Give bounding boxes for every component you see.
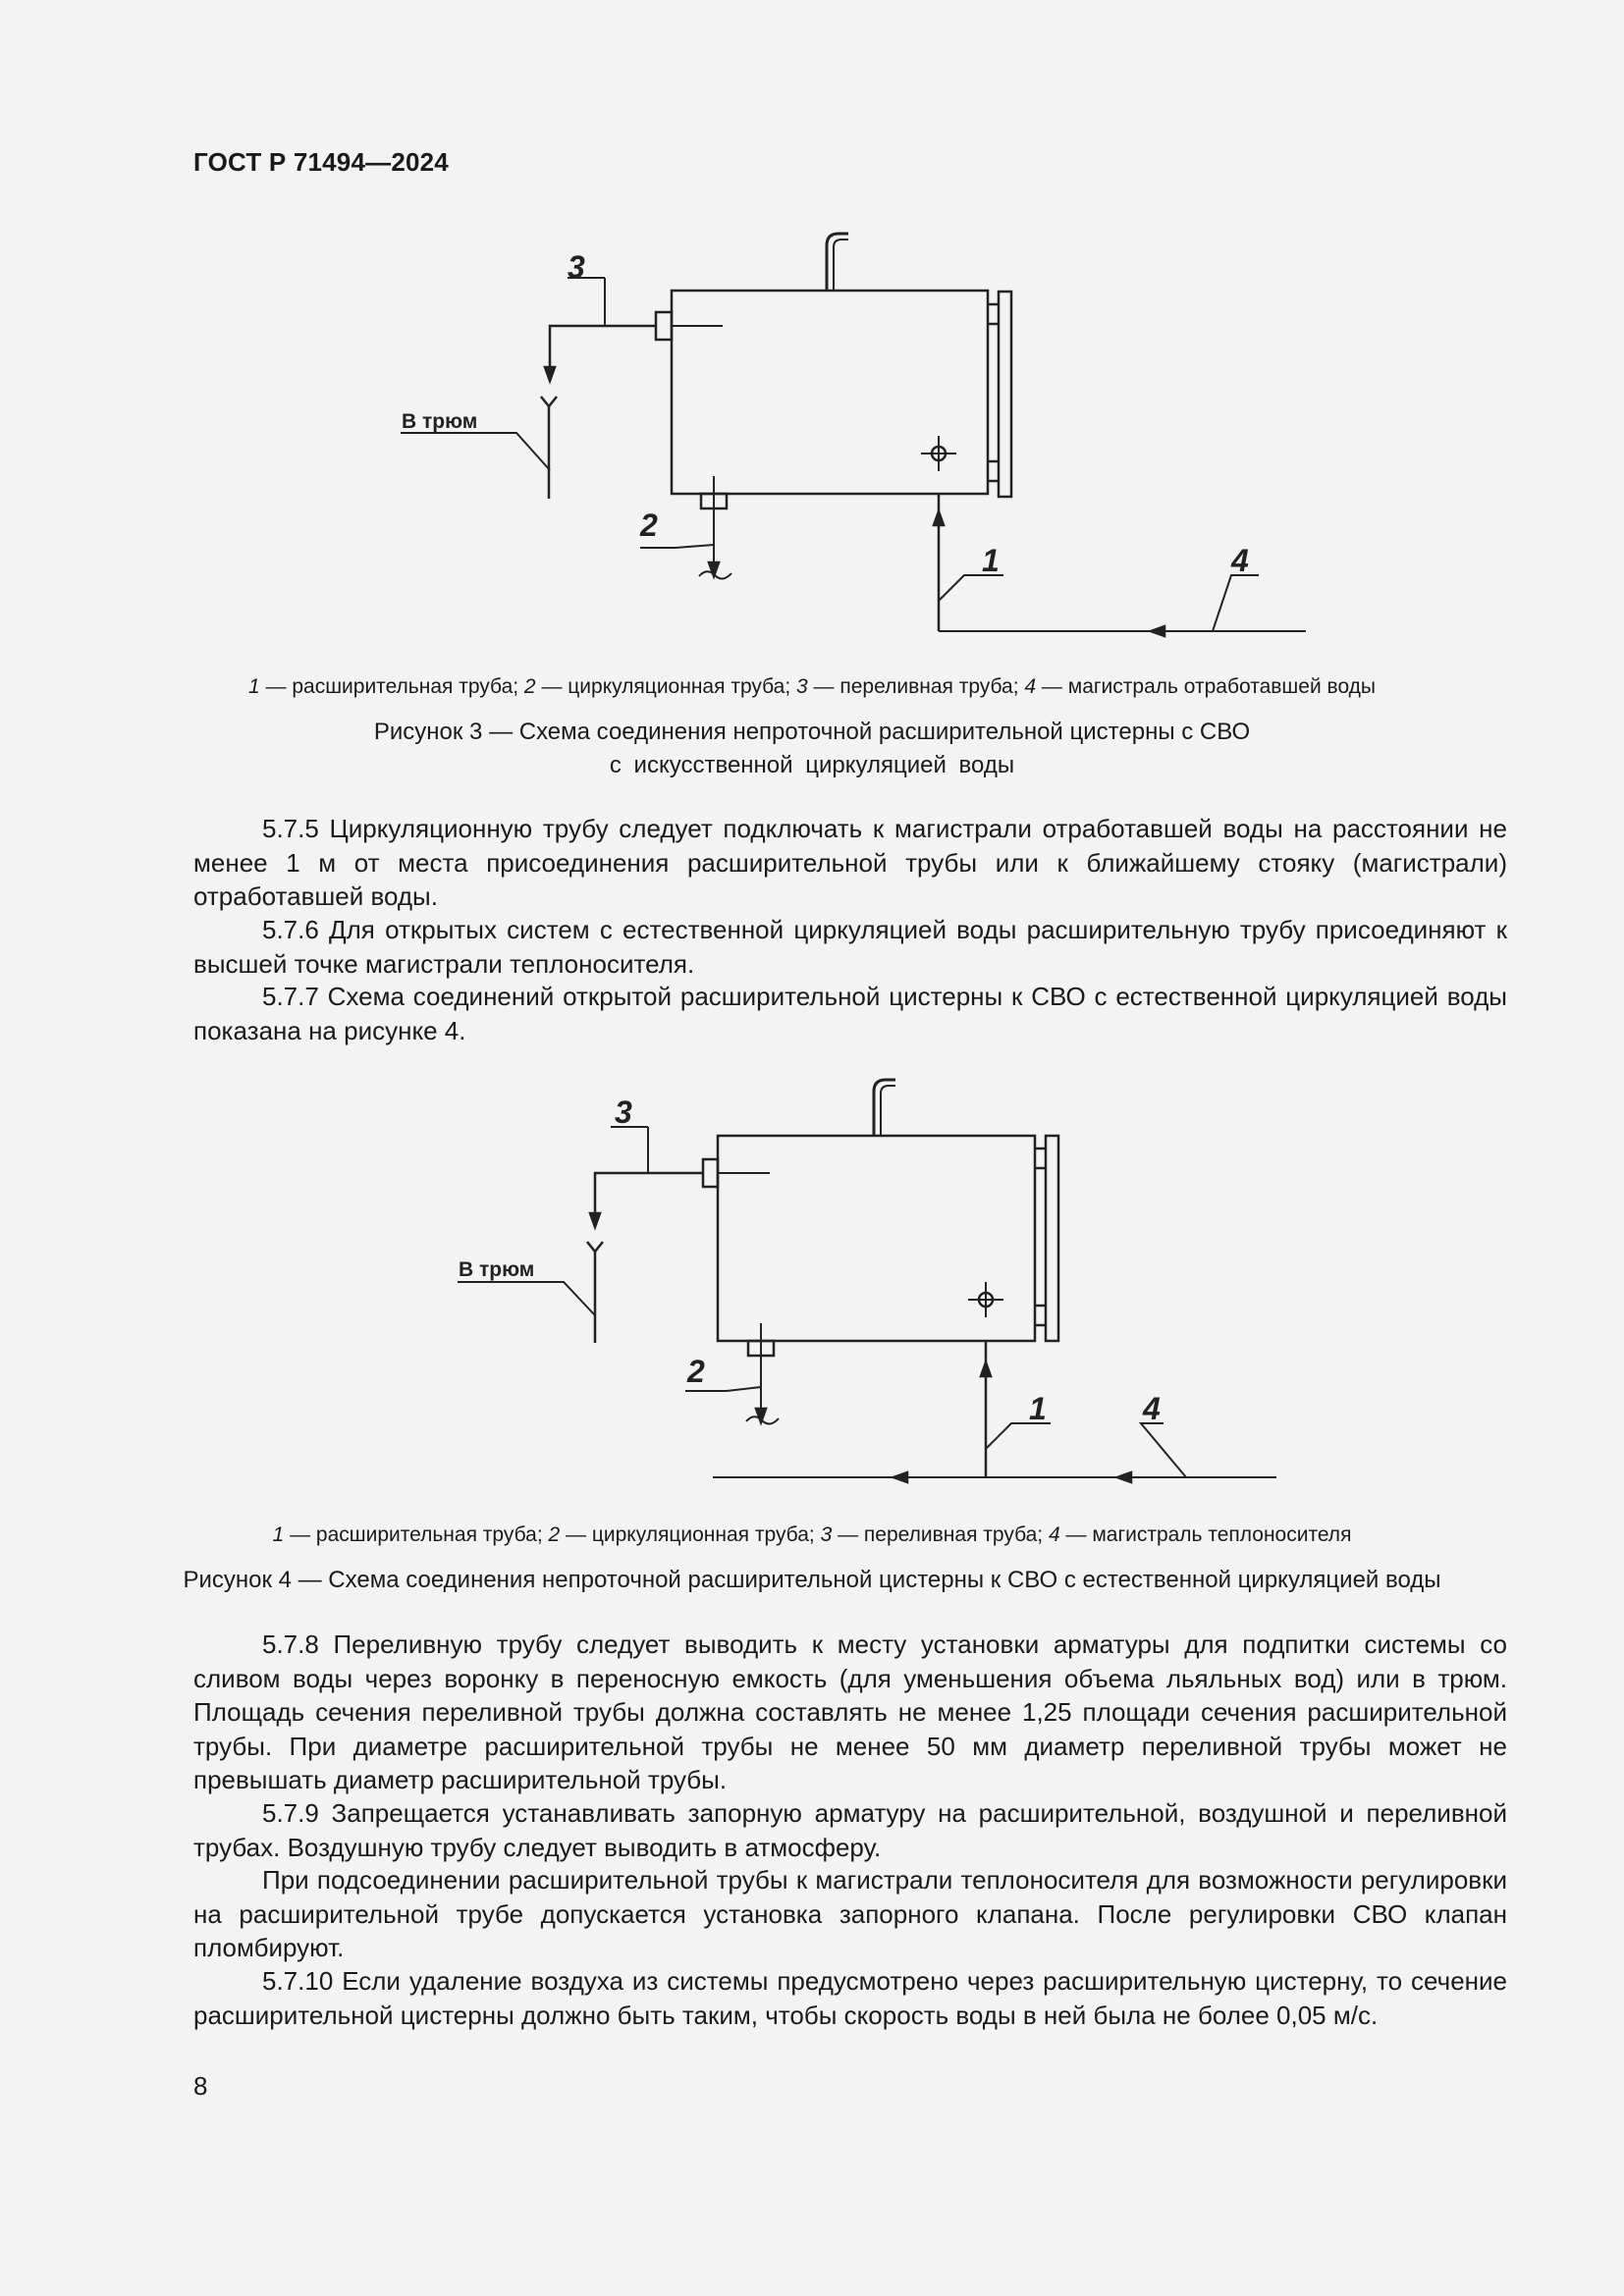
- overflow-stub: [656, 312, 672, 340]
- figure-4-diagram: [0, 1070, 1624, 1512]
- paragraph-5-7-10: 5.7.10 Если удаление воздуха из системы предусмотрено через расширительную цистерну, то сечение расширительной цистерны должно быть таким, чтобы скорость воды в ней была не более 0,05 м/с.: [193, 1966, 1507, 2030]
- label-3: 3: [568, 249, 585, 285]
- document-header: ГОСТ Р 71494—2024: [193, 147, 449, 177]
- caption-line: Рисунок 3 — Схема соединения непроточной расширительной цистерны с СВО: [373, 719, 1251, 745]
- paragraph-5-7-6: 5.7.6 Для открытых систем с естественной циркуляцией воды расширительную трубу присоединяют к высшей точке магистрали теплоносителя.: [193, 915, 1507, 979]
- air-pipe: [874, 1080, 895, 1136]
- paragraph-5-7-9: 5.7.9 Запрещается устанавливать запорную арматуру на расширительной, воздушной и переливной трубах. Воздушную трубу следует выводить в атмосферу.: [193, 1798, 1507, 1862]
- paragraph-clamp-valve: При подсоединении расширительной трубы к магистрали теплоносителя для возможности регулировки на расширительной трубе допускается установка запорного клапана. После регулировки СВО клапан пломбируют.: [193, 1865, 1507, 1962]
- figure-4-caption: [0, 1564, 1624, 1597]
- page-number: 8: [193, 2071, 208, 2101]
- hold-funnel: [541, 397, 557, 406]
- caption-line: с искусственной циркуляцией воды: [609, 752, 1015, 778]
- legend-num: 1: [272, 1523, 285, 1546]
- legend-text: — расширительная труба;: [284, 1523, 549, 1546]
- legend-text: — расширительная труба;: [259, 675, 524, 698]
- legend-num: 4: [1048, 1523, 1060, 1546]
- paragraph-5-7-7: 5.7.7 Схема соединений открытой расширительной цистерны к СВО с естественной циркуляцией воды показана на рисунке 4.: [193, 982, 1507, 1045]
- label-3: 3: [615, 1095, 632, 1130]
- label-2: 2: [640, 507, 658, 543]
- label-hold: В трюм: [459, 1258, 535, 1281]
- figure-3-legend: [0, 675, 1624, 699]
- legend-text: — магистраль отработавшей воды: [1036, 675, 1377, 698]
- legend-num: 3: [796, 675, 808, 698]
- label-1: 1: [1029, 1391, 1047, 1426]
- label-2: 2: [687, 1354, 705, 1389]
- legend-num: 2: [523, 675, 536, 698]
- legend-num: 2: [548, 1523, 561, 1546]
- paragraph-5-7-5: 5.7.5 Циркуляционную трубу следует подключать к магистрали отработавшей воды на расстоянии не менее 1 м от места присоединения расширительной трубы или к ближайшему стояку (магистрали) отработавшей воды.: [193, 814, 1507, 911]
- caption-line: Рисунок 4 — Схема соединения непроточной расширительной цистерны к СВО с естественной циркуляцией воды: [183, 1567, 1441, 1593]
- tank: [718, 1136, 1035, 1341]
- tank: [672, 291, 988, 494]
- figure-3-diagram: [0, 221, 1624, 653]
- legend-text: — переливная труба;: [832, 1523, 1049, 1546]
- overflow-stub: [703, 1159, 718, 1187]
- paragraph-5-7-8: 5.7.8 Переливную трубу следует выводить к месту установки арматуры для подпитки системы со сливом воды через воронку в переносную емкость (для уменьшения объема льяльных вод) или в трюм. Площадь сечения переливной трубы должна составлять не менее 1,25 площади сечения расширительной трубы. При диаметре расширительной трубы не менее 50 мм диаметр переливной трубы может не превышать диаметр расширительной трубы.: [193, 1629, 1507, 1794]
- gauge-glass: [1046, 1136, 1058, 1341]
- label-4: 4: [1231, 543, 1249, 578]
- figure-4-legend: [0, 1523, 1624, 1547]
- figure-4: [0, 1070, 1624, 1512]
- air-pipe: [827, 234, 848, 291]
- legend-num: 3: [820, 1523, 833, 1546]
- hold-funnel: [587, 1242, 603, 1252]
- figure-3: [0, 221, 1624, 653]
- gauge-glass: [999, 292, 1011, 497]
- figure-3-caption: [0, 716, 1624, 782]
- legend-text: — переливная труба;: [807, 675, 1025, 698]
- legend-text: — циркуляционная труба;: [535, 675, 797, 698]
- legend-text: — магистраль теплоносителя: [1059, 1523, 1352, 1546]
- label-1: 1: [982, 543, 1000, 578]
- label-4: 4: [1143, 1391, 1161, 1426]
- legend-text: — циркуляционная труба;: [560, 1523, 821, 1546]
- legend-num: 1: [247, 675, 260, 698]
- legend-num: 4: [1024, 675, 1037, 698]
- label-hold: В трюм: [402, 410, 478, 433]
